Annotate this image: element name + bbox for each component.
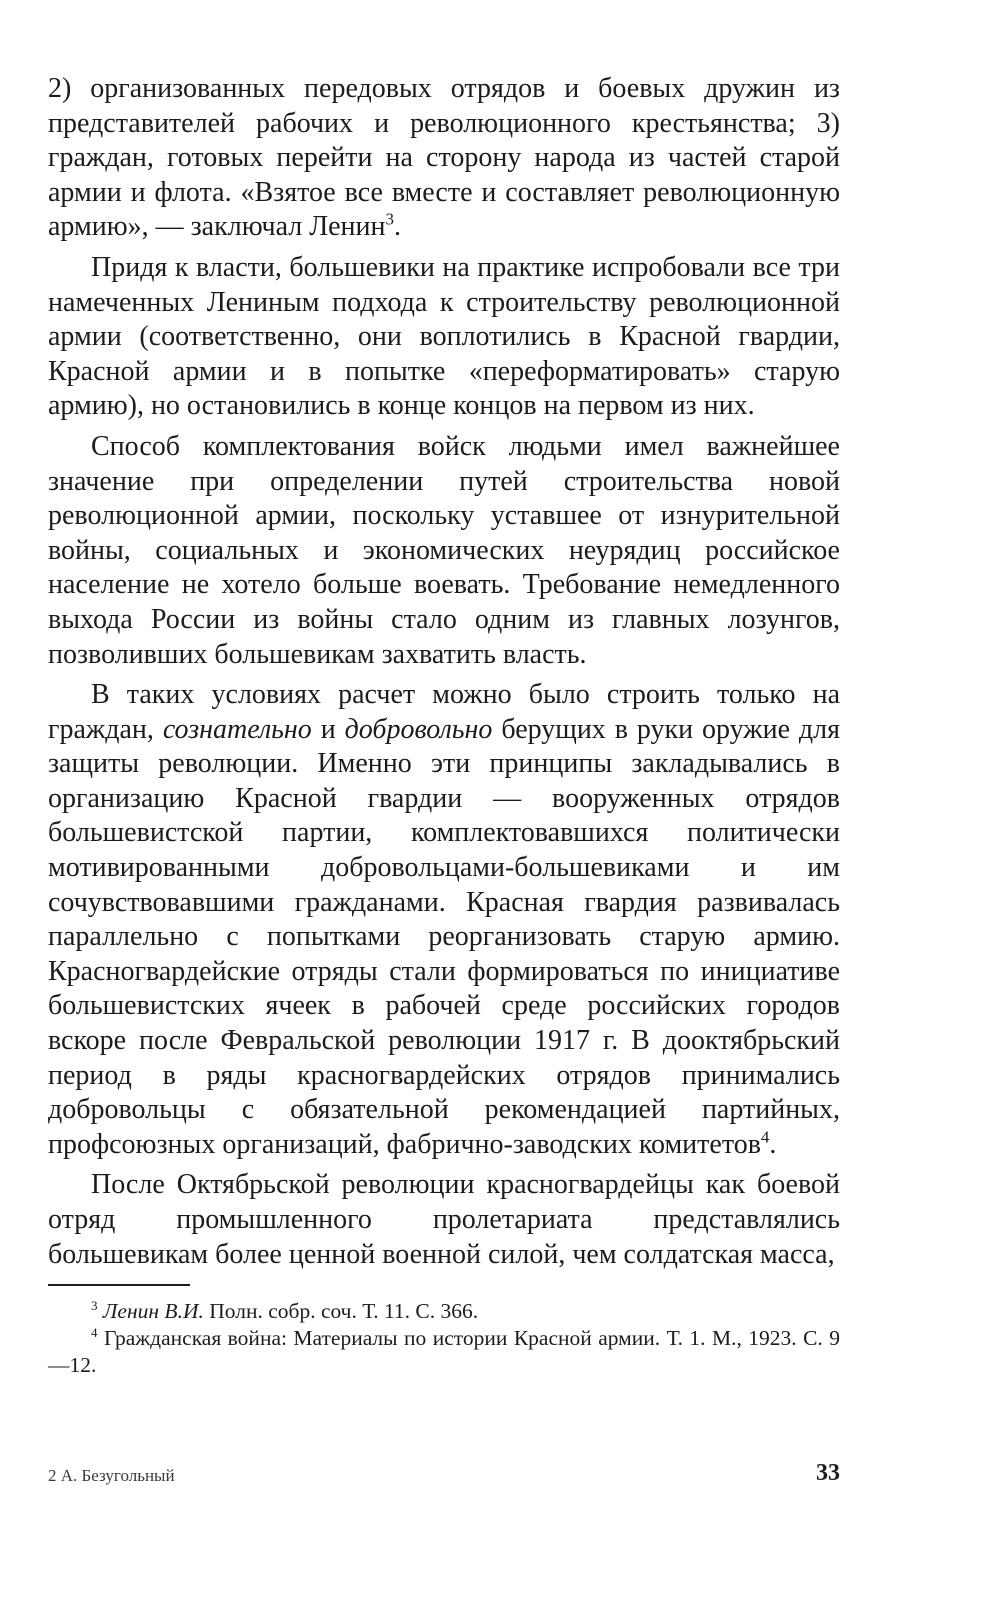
- paragraph-5: После Октябрьской революции красногвардейцы как боевой отряд промышленного пролетариата представлялись большевикам более ценной военной силой, чем солдатская масса,: [48, 1169, 840, 1270]
- paragraph-4: В таких условиях расчет можно было строить только на граждан, сознательно и добровольно берущих в руки оружие для защиты революции. Именно эти принципы закладывались в организацию Красной гвардии — вооруженных отрядов большевистской партии, комплектовавшихся политически мотивированными добровольцами-большевиками и им сочувствовавшими гражданами. Красная гвардия развивалась параллельно с попытками реорганизовать старую армию. Красногвардейские отряды стали формироваться по инициативе большевистских ячеек в рабочей среде российских городов вскоре после Февральской революции 1917 г. В дооктябрьский период в ряды красногвардейских отрядов принимались добровольцы с обязательной рекомендацией партийных, профсоюзных организаций, фабрично-заводских комитетов$^4$.: [48, 679, 840, 1160]
- footnote-ref-4[interactable]: 4: [760, 1127, 770, 1147]
- page-body: [48, 72, 840, 1379]
- footnote-4: $^4$ Гражданская война: Материалы по истории Красной армии. Т. 1. М., 1923. С. 9—12.: [48, 1325, 840, 1378]
- paragraph-3: Способ комплектования войск людьми имел важнейшее значение при определении путей строительства новой революционной армии, поскольку уставшее от изнурительной войны, социальных и экономических неурядиц российское население не хотело больше воевать. Требование немедленного выхода России из войны стало одним из главных лозунгов, позволивших большевикам захватить власть.: [48, 430, 840, 670]
- page-number: 33: [816, 1460, 840, 1486]
- paragraph-2: Придя к власти, большевики на практике испробовали все три намеченных Лениным подхода к строительству революционной армии (соответственно, они воплотились в Красной гвардии, Красной армии и в попытке «переформатировать» старую армию), но остановились в конце концов на первом из них.: [48, 251, 840, 422]
- footnote-ref-3[interactable]: 3: [385, 210, 394, 230]
- paragraph-1: 2) организованных передовых отрядов и боевых дружин из представителей рабочих и революционного крестьянства; 3) граждан, готовых перейти на сторону народа из частей старой армии и флота. «Взятое все вместе и составляет революционную армию», — заключал Ленин$^3$.: [48, 73, 840, 243]
- running-footer: [48, 1460, 840, 1486]
- signature-mark: 2 А. Безугольный: [48, 1466, 175, 1485]
- footnote-3: $^3$ Ленин В.И. Полн. собр. соч. Т. 11. С. 366.: [91, 1298, 479, 1324]
- footnote-divider: [48, 1284, 190, 1286]
